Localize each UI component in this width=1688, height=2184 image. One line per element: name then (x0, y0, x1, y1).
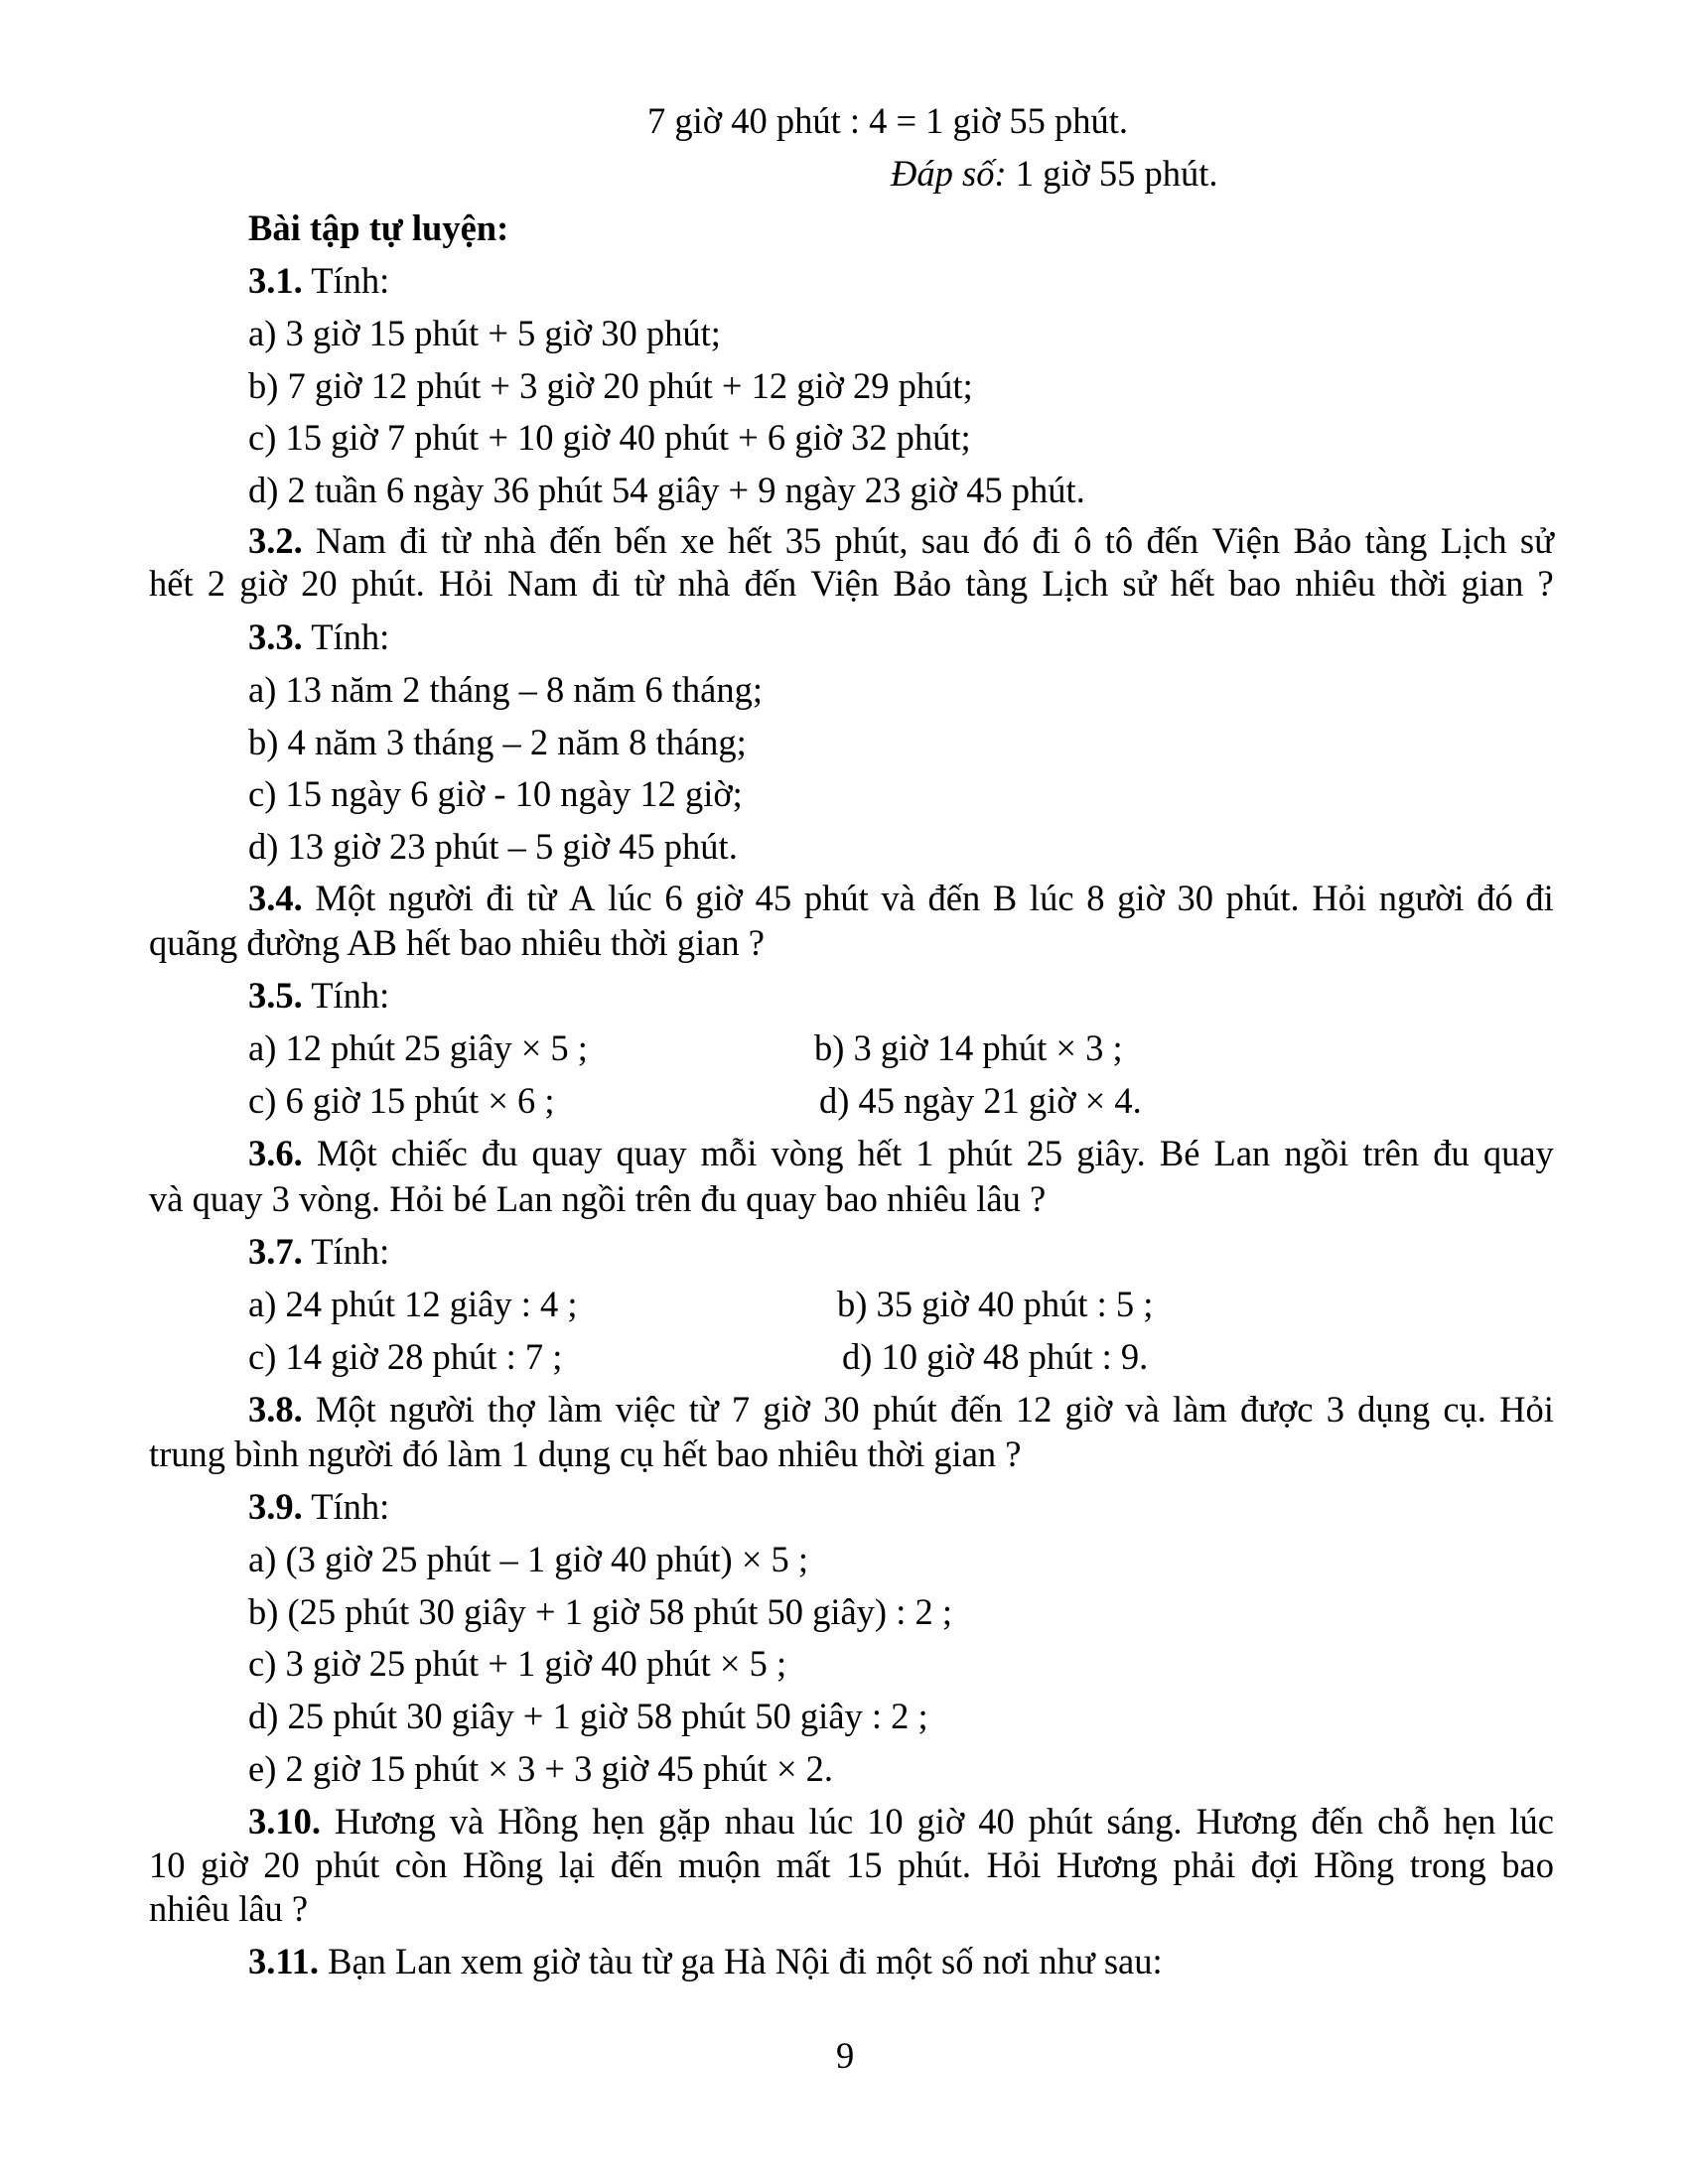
exercise-3-9-a: a) (3 giờ 25 phút – 1 giờ 40 phút) × 5 ; (248, 1539, 809, 1579)
exercise-number: 3.7. (248, 1231, 303, 1272)
exercise-3-1-d: d) 2 tuần 6 ngày 36 phút 54 giây + 9 ngày 23 giờ 45 phút. (248, 470, 1085, 510)
exercise-3-3-a: a) 13 năm 2 tháng – 8 năm 6 tháng; (248, 669, 763, 710)
exercise-3-7-d: d) 10 giờ 48 phút : 9. (842, 1336, 1149, 1377)
exercise-3-9-e: e) 2 giờ 15 phút × 3 + 3 giờ 45 phút × 2. (248, 1748, 834, 1789)
exercise-number: 3.2. (248, 520, 303, 561)
exercise-number: 3.8. (248, 1389, 303, 1430)
exercise-3-10-line-1: 3.10. Hương và Hồng hẹn gặp nhau lúc 10 giờ 40 phút sáng. Hương đến chỗ hẹn lúc (248, 1804, 1554, 1845)
exercise-3-10-line-3: nhiêu lâu ? (149, 1888, 309, 1929)
exercise-3-10-line-2: 10 giờ 20 phút còn Hồng lại đến muộn mất 15 phút. Hỏi Hương phải đợi Hồng trong bao (149, 1844, 1554, 1885)
intro-calc-line: 7 giờ 40 phút : 4 = 1 giờ 55 phút. (647, 100, 1129, 141)
exercise-3-3-c: c) 15 ngày 6 giờ - 10 ngày 12 giờ; (248, 773, 743, 814)
exercise-3-3-heading: 3.3. Tính: (248, 616, 390, 657)
exercise-3-1-c: c) 15 giờ 7 phút + 10 giờ 40 phút + 6 giờ 32 phút; (248, 417, 971, 458)
exercise-3-9-c: c) 3 giờ 25 phút + 1 giờ 40 phút × 5 ; (248, 1643, 787, 1684)
exercise-3-5-d: d) 45 ngày 21 giờ × 4. (819, 1080, 1142, 1121)
exercise-3-8-line-1: 3.8. Một người thợ làm việc từ 7 giờ 30 phút đến 12 giờ và làm được 3 dụng cụ. Hỏi (248, 1392, 1554, 1433)
intro-answer (891, 153, 1218, 194)
page-number: 9 (836, 2035, 855, 2076)
exercise-3-4-line-2: quãng đường AB hết bao nhiêu thời gian ? (149, 922, 765, 963)
exercise-3-4-line-1: 3.4. Một người đi từ A lúc 6 giờ 45 phút và đến B lúc 8 giờ 30 phút. Hỏi người đó đi (248, 881, 1554, 922)
section-title: Bài tập tự luyện: (248, 207, 509, 248)
exercise-3-1-a: a) 3 giờ 15 phút + 5 giờ 30 phút; (248, 313, 721, 353)
answer-label: Đáp số: (891, 153, 1007, 194)
exercise-3-3-d: d) 13 giờ 23 phút – 5 giờ 45 phút. (248, 826, 738, 867)
exercise-number: 3.1. (248, 260, 303, 301)
exercise-number: 3.9. (248, 1486, 303, 1527)
exercise-3-6-line-2: và quay 3 vòng. Hỏi bé Lan ngồi trên đu quay bao nhiêu lâu ? (149, 1178, 1047, 1219)
exercise-number: 3.4. (248, 878, 303, 918)
exercise-3-7-c: c) 14 giờ 28 phút : 7 ; (248, 1336, 563, 1377)
exercise-3-5-b: b) 3 giờ 14 phút × 3 ; (814, 1027, 1123, 1068)
exercise-3-11-heading: 3.11. Bạn Lan xem giờ tàu từ ga Hà Nội đi một số nơi như sau: (248, 1941, 1163, 1981)
answer-value: 1 giờ 55 phút. (1006, 153, 1218, 194)
exercise-3-7-a: a) 24 phút 12 giây : 4 ; (248, 1284, 578, 1324)
exercise-3-1-b: b) 7 giờ 12 phút + 3 giờ 20 phút + 12 giờ 29 phút; (248, 365, 973, 406)
exercise-number: 3.11. (248, 1941, 319, 1981)
exercise-number: 3.10. (248, 1801, 321, 1842)
exercise-number: 3.6. (248, 1133, 303, 1173)
exercise-3-8-line-2: trung bình người đó làm 1 dụng cụ hết bao nhiêu thời gian ? (149, 1433, 1022, 1474)
exercise-number: 3.3. (248, 616, 303, 657)
exercise-3-2-line-2: hết 2 giờ 20 phút. Hỏi Nam đi từ nhà đến Viện Bảo tàng Lịch sử hết bao nhiêu thời gian ? (149, 563, 1554, 604)
exercise-3-9-d: d) 25 phút 30 giây + 1 giờ 58 phút 50 giây : 2 ; (248, 1696, 928, 1736)
exercise-3-5-a: a) 12 phút 25 giây × 5 ; (248, 1027, 588, 1068)
exercise-3-9-heading: 3.9. Tính: (248, 1486, 390, 1527)
exercise-3-2-line-1: 3.2. Nam đi từ nhà đến bến xe hết 35 phút, sau đó đi ô tô đến Viện Bảo tàng Lịch sử (248, 523, 1554, 565)
exercise-3-5-c: c) 6 giờ 15 phút × 6 ; (248, 1080, 555, 1121)
exercise-3-9-b: b) (25 phút 30 giây + 1 giờ 58 phút 50 giây) : 2 ; (248, 1591, 952, 1632)
exercise-3-1-heading: 3.1. Tính: (248, 260, 390, 301)
exercise-3-3-b: b) 4 năm 3 tháng – 2 năm 8 tháng; (248, 722, 747, 762)
exercise-3-7-b: b) 35 giờ 40 phút : 5 ; (837, 1284, 1154, 1324)
exercise-3-6-line-1: 3.6. Một chiếc đu quay quay mỗi vòng hết 1 phút 25 giây. Bé Lan ngồi trên đu quay (248, 1136, 1554, 1177)
exercise-3-7-heading: 3.7. Tính: (248, 1231, 390, 1272)
exercise-3-5-heading: 3.5. Tính: (248, 975, 390, 1016)
exercise-number: 3.5. (248, 975, 303, 1016)
